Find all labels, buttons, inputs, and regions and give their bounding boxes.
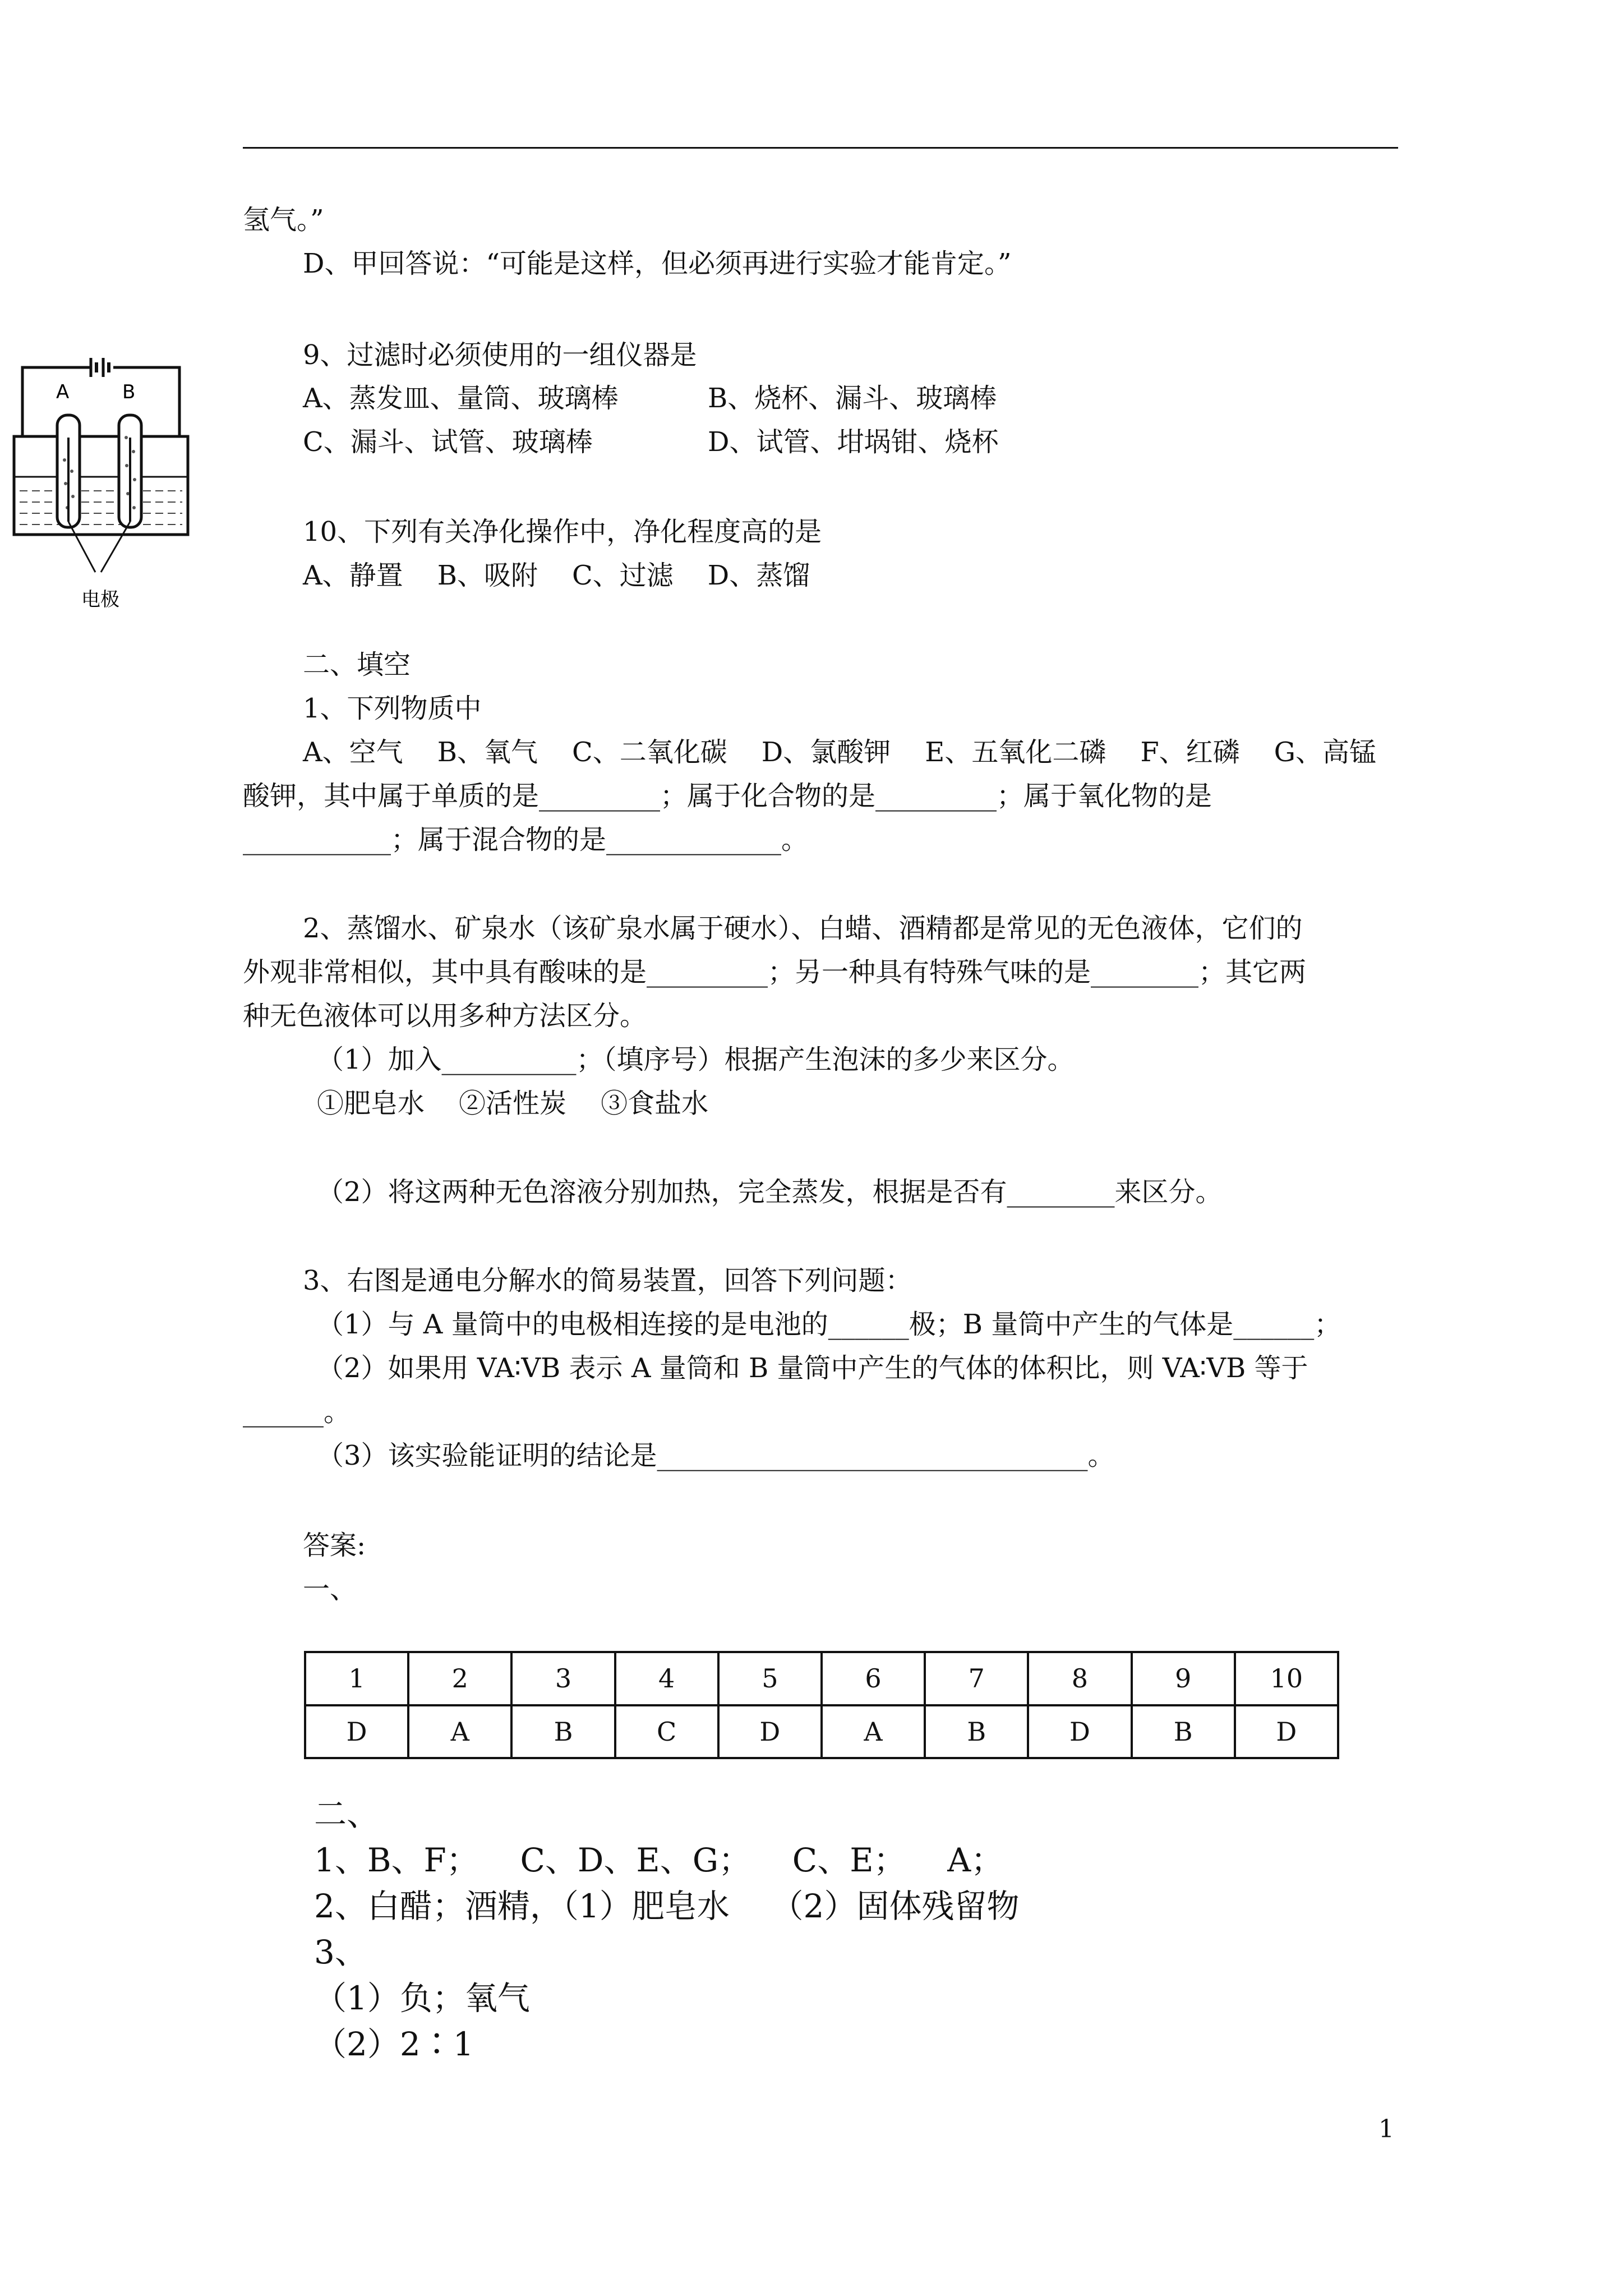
text-line: 氢气。” bbox=[243, 204, 324, 236]
table-cell: B bbox=[925, 1705, 1028, 1759]
table-cell: D bbox=[718, 1705, 822, 1759]
option-c: C、漏斗、试管、玻璃棒 bbox=[303, 426, 593, 458]
label-a: A bbox=[56, 381, 70, 403]
text-line: （2）将这两种无色溶液分别加热，完全蒸发，根据是否有________来区分。 bbox=[317, 1176, 1223, 1208]
question-10-options: A、静置 B、吸附 C、过滤 D、蒸馏 bbox=[303, 560, 810, 591]
electrode-caption: 电极 bbox=[81, 588, 119, 611]
table-row bbox=[305, 1652, 1338, 1705]
section-heading: 二、填空 bbox=[303, 649, 411, 680]
table-cell: D bbox=[1235, 1705, 1338, 1759]
table-row bbox=[305, 1705, 1338, 1759]
table-cell: 7 bbox=[925, 1652, 1028, 1705]
text-line: （1）与 A 量筒中的电极相连接的是电池的______极；B 量筒中产生的气体是______； bbox=[317, 1309, 1341, 1340]
text-line: 外观非常相似，其中具有酸味的是_________；另一种具有特殊气味的是________；其它两 bbox=[243, 956, 1307, 988]
option-a: A、蒸发皿、量筒、玻璃棒 bbox=[303, 383, 619, 414]
answer-line: 1、B、F； C、D、E、G； C、E； A； bbox=[314, 1841, 1004, 1879]
fill-3: 3、右图是通电分解水的简易装置，回答下列问题： bbox=[303, 1265, 912, 1296]
question-10: 10、下列有关净化操作中，净化程度高的是 bbox=[303, 516, 822, 547]
table-cell: A bbox=[822, 1705, 925, 1759]
fill-1-options: A、空气 B、氧气 C、二氧化碳 D、氯酸钾 E、五氧化二磷 F、红磷 G、高锰 bbox=[303, 737, 1377, 768]
table-cell: 4 bbox=[615, 1652, 718, 1705]
table-cell: C bbox=[615, 1705, 718, 1759]
table-cell: 3 bbox=[511, 1652, 615, 1705]
answers-heading: 答案: bbox=[303, 1530, 366, 1561]
text-line: ___________；属于混合物的是_____________。 bbox=[243, 824, 809, 855]
answers-part-1: 一、 bbox=[303, 1573, 357, 1605]
text-line: （2）如果用 VA∶VB 表示 A 量筒和 B 量筒中产生的气体的体积比，则 VA∶VB 等于 bbox=[317, 1352, 1308, 1384]
table-cell: 2 bbox=[408, 1652, 511, 1705]
electrolysis-figure bbox=[11, 353, 191, 628]
table-cell: 6 bbox=[822, 1652, 925, 1705]
table-cell: B bbox=[511, 1705, 615, 1759]
answers-part-2: 二、 bbox=[314, 1795, 380, 1833]
table-cell: D bbox=[1028, 1705, 1131, 1759]
fill-2: 2、蒸馏水、矿泉水（该矿泉水属于硬水）、白蜡、酒精都是常见的无色液体，它们的 bbox=[303, 913, 1303, 944]
table-cell: D bbox=[305, 1705, 408, 1759]
text-line: 酸钾，其中属于单质的是_________；属于化合物的是_________；属于氧化物的是 bbox=[243, 780, 1212, 812]
option-b: B、烧杯、漏斗、玻璃棒 bbox=[708, 383, 997, 414]
answer-table bbox=[304, 1651, 1339, 1759]
option-d: D、试管、坩埚钳、烧杯 bbox=[708, 426, 999, 458]
text-line: 种无色液体可以用多种方法区分。 bbox=[243, 1000, 647, 1032]
answer-line: 3、 bbox=[314, 1933, 367, 1971]
text-line: （1）加入__________；（填序号）根据产生泡沫的多少来区分。 bbox=[317, 1044, 1075, 1075]
text-line: ①肥皂水 ②活性炭 ③食盐水 bbox=[317, 1088, 709, 1119]
answer-line: （2）2∶1 bbox=[314, 2025, 474, 2063]
fill-1: 1、下列物质中 bbox=[303, 693, 482, 724]
answer-line: 2、白醋；酒精，（1）肥皂水 （2）固体残留物 bbox=[314, 1887, 1020, 1925]
header-rule bbox=[243, 147, 1398, 149]
table-cell: A bbox=[408, 1705, 511, 1759]
text-line: （3）该实验能证明的结论是________________________________。 bbox=[317, 1440, 1115, 1471]
electrolysis-apparatus-icon bbox=[11, 353, 191, 628]
text-line: ______。 bbox=[243, 1396, 351, 1428]
table-cell: 9 bbox=[1132, 1652, 1235, 1705]
answer-line: （1）负；氧气 bbox=[314, 1979, 530, 2017]
page-number: 1 bbox=[1378, 2115, 1394, 2143]
label-b: B bbox=[122, 381, 136, 403]
text-line: D、甲回答说：“可能是这样，但必须再进行实验才能肯定。” bbox=[303, 248, 1012, 279]
table-cell: 10 bbox=[1235, 1652, 1338, 1705]
table-cell: B bbox=[1132, 1705, 1235, 1759]
table-cell: 1 bbox=[305, 1652, 408, 1705]
table-cell: 5 bbox=[718, 1652, 822, 1705]
question-9: 9、过滤时必须使用的一组仪器是 bbox=[303, 339, 697, 371]
table-cell: 8 bbox=[1028, 1652, 1131, 1705]
